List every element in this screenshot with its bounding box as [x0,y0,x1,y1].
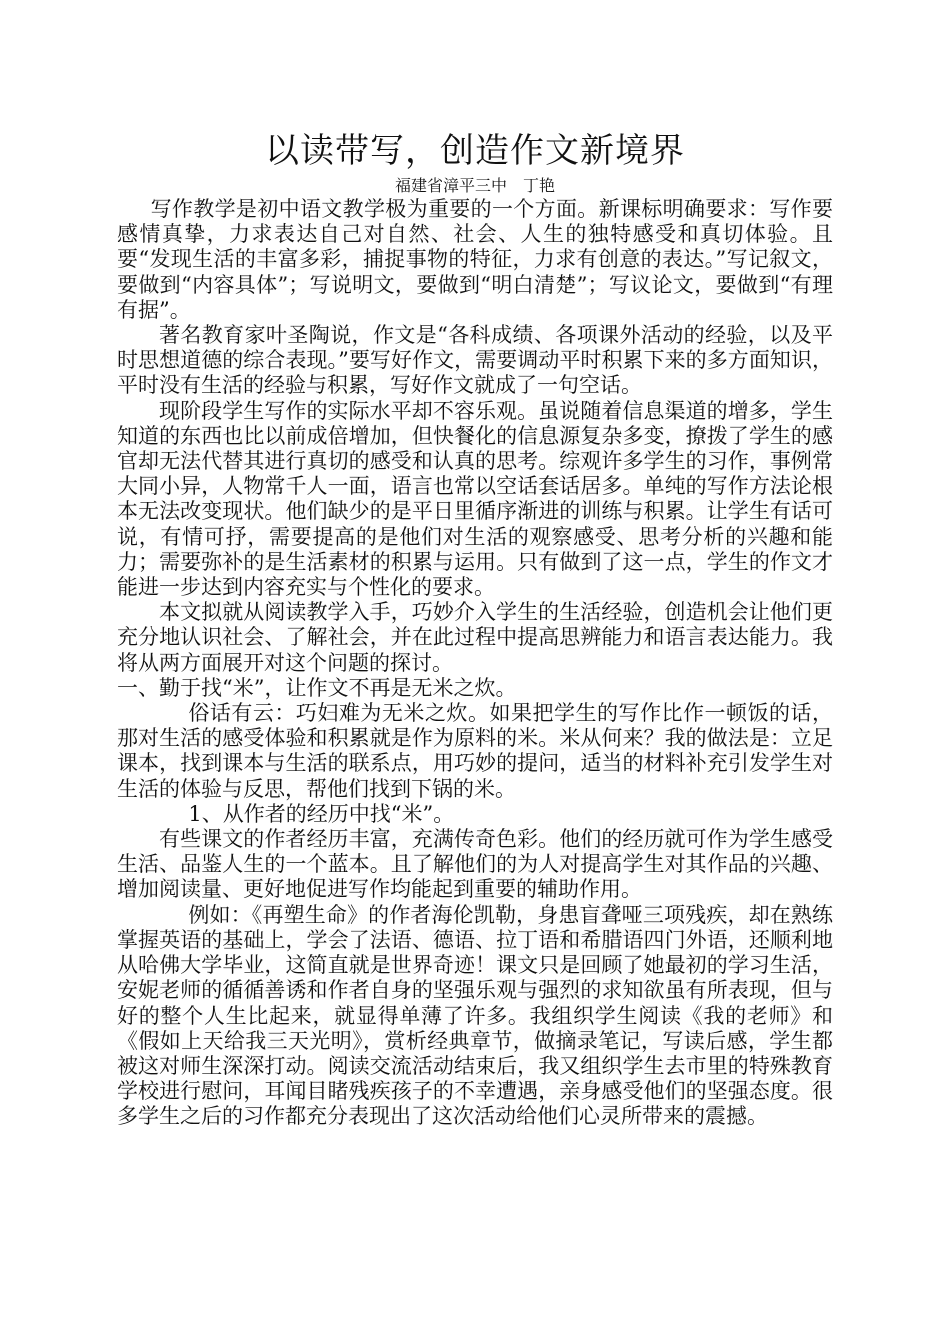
document-page [117,127,833,1130]
paragraph-current-situation: 现阶段学生写作的实际水平却不容乐观。虽说随着信息渠道的增多，学生知道的东西也比以前成倍增加，但快餐化的信息源复杂多变，撩拨了学生的感官却无法代替其进行真切的感受和认真的思考。综观许多学生的习作，事例常大同小异，人物常千人一面，语言也常以空话套话居多。单纯的写作方法论根本无法改变现状。他们缺少的是平日里循序渐进的训练与积累。让学生有话可说，有情可抒，需要提高的是他们对生活的观察感受、思考分析的兴趣和能力；需要弥补的是生活素材的积累与运用。只有做到了这一点，学生的作文才能进一步达到内容充实与个性化的要求。 [117,398,833,600]
paragraph-ye-shengtao: 著名教育家叶圣陶说，作文是“各科成绩、各项课外活动的经验，以及平时思想道德的综合表现。”要写好作文，需要调动平时积累下来的多方面知识，平时没有生活的经验与积累，写好作文就成了一句空话。 [117,323,833,398]
subsection-heading-1: 1、从作者的经历中找“米”。 [188,801,455,826]
section-heading-1: 一、勤于找“米”，让作文不再是无米之炊。 [117,675,517,700]
paragraph-proverb: 俗话有云：巧妇难为无米之炊。如果把学生的写作比作一顿饭的话，那对生活的感受体验和积累就是作为原料的米。米从何来？我的做法是：立足课本，找到课本与生活的联系点，用巧妙的提问，适当的材料补充引发学生对生活的体验与反思，帮他们找到下锅的米。 [117,701,833,801]
document-author: 福建省漳平三中 丁艳 [394,176,555,195]
paragraph-example-helen-keller: 例如：《再塑生命》的作者海伦凯勒，身患盲聋哑三项残疾，却在熟练掌握英语的基础上，学会了法语、德语、拉丁语和希腊语四门外语，还顺利地从哈佛大学毕业，这简直就是世界奇迹！课文只是回顾了她最初的学习生活，安妮老师的循循善诱和作者自身的坚强乐观与强烈的求知欲虽有所表现，但与好的整个人生比起来，就显得单薄了许多。我组织学生阅读《我的老师》和《假如上天给我三天光明》，赏析经典章节，做摘录笔记，写读后感，学生都被这对师生深深打动。阅读交流活动结束后，我又组织学生去市里的特殊教育学校进行慰问，耳闻目睹残疾孩子的不幸遭遇，亲身感受他们的坚强态度。很多学生之后的习作都充分表现出了这次活动给他们心灵所带来的震撼。 [117,902,833,1129]
paragraph-approach: 本文拟就从阅读教学入手，巧妙介入学生的生活经验，创造机会让他们更充分地认识社会、了解社会，并在此过程中提高思辨能力和语言表达能力。我将从两方面展开对这个问题的探讨。 [117,600,833,675]
paragraph-intro: 写作教学是初中语文教学极为重要的一个方面。新课标明确要求：写作要感情真挚，力求表达自己对自然、社会、人生的独特感受和真切体验。且要“发现生活的丰富多彩，捕捉事物的特征，力求有创意的表达。”写记叙文，要做到“内容具体”；写说明文，要做到“明白清楚”；写议论文，要做到“有理有据”。 [117,197,833,322]
paragraph-author-experience: 有些课文的作者经历丰富，充满传奇色彩。他们的经历就可作为学生感受生活、品鉴人生的一个蓝本。且了解他们的为人对提高学生对其作品的兴趣、增加阅读量、更好地促进写作均能起到重要的辅助作用。 [117,827,833,902]
document-title: 以读带写，创造作文新境界 [265,131,685,171]
